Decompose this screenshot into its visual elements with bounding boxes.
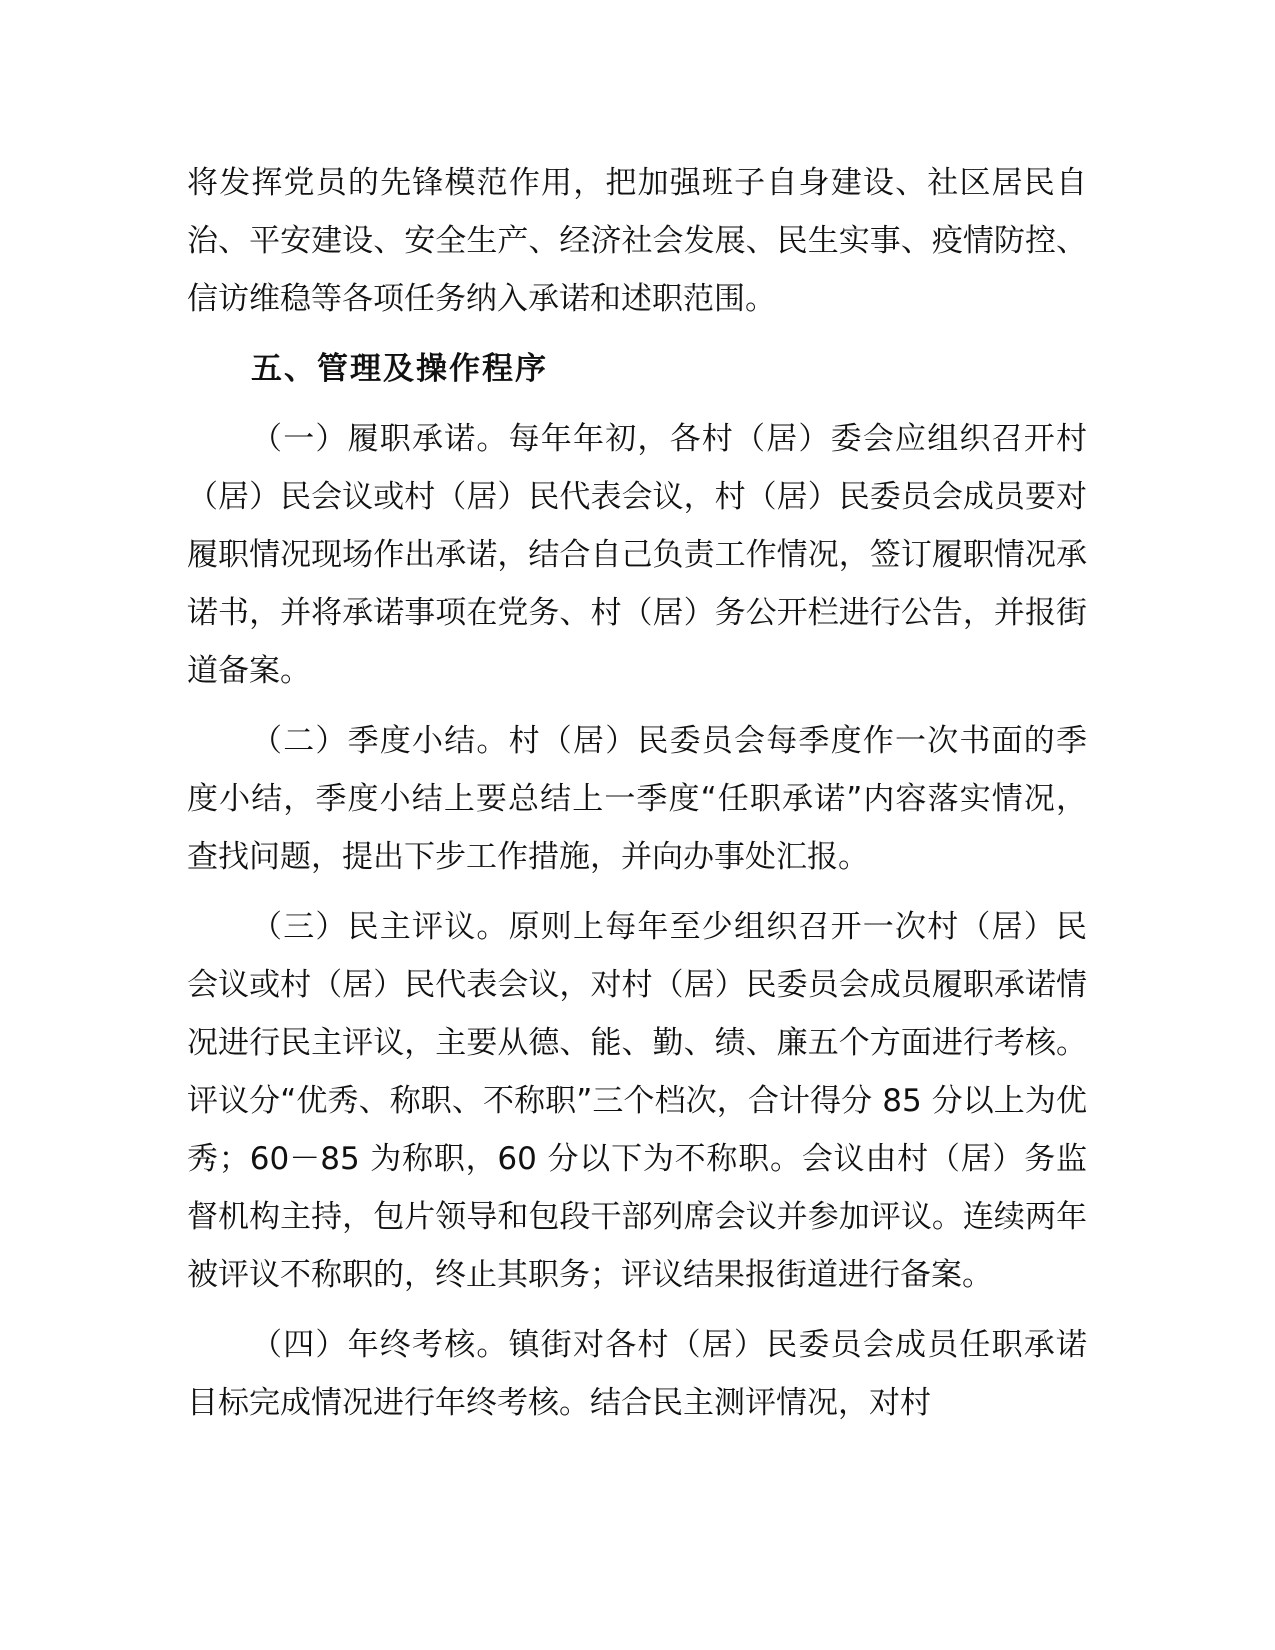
document-body xyxy=(187,154,1087,1444)
section-heading: 五、管理及操作程序 xyxy=(251,351,548,387)
paragraph-performance-commitment: （一）履职承诺。每年年初，各村（居）委会应组织召开村（居）民会议或村（居）民代表会议，村（居）民委员会成员要对履职情况现场作出承诺，结合自己负责工作情况，签订履职情况承诺书，并将承诺事项在党务、村（居）务公开栏进行公告，并报街道备案。 xyxy=(187,421,1087,689)
paragraph-democratic-review: （三）民主评议。原则上每年至少组织召开一次村（居）民会议或村（居）民代表会议，对村（居）民委员会成员履职承诺情况进行民主评议，主要从德、能、勤、绩、廉五个方面进行考核。评议分“优秀、称职、不称职”三个档次，合计得分 85 分以上为优秀；60－85 为称职，60 分以下为不称职。会议由村（居）务监督机构主持，包片领导和包段干部列席会议并参加评议。连续两年被评议不称职的，终止其职务；评议结果报街道进行备案。 xyxy=(187,909,1087,1293)
paragraph-continuation: 将发挥党员的先锋模范作用，把加强班子自身建设、社区居民自治、平安建设、安全生产、经济社会发展、民生实事、疫情防控、信访维稳等各项任务纳入承诺和述职范围。 xyxy=(187,165,1087,317)
paragraph-annual-assessment: （四）年终考核。镇街对各村（居）民委员会成员任职承诺目标完成情况进行年终考核。结合民主测评情况，对村 xyxy=(187,1327,1087,1421)
paragraph-quarterly-summary: （二）季度小结。村（居）民委员会每季度作一次书面的季度小结，季度小结上要总结上一季度“任职承诺”内容落实情况，查找问题，提出下步工作措施，并向办事处汇报。 xyxy=(187,723,1087,875)
